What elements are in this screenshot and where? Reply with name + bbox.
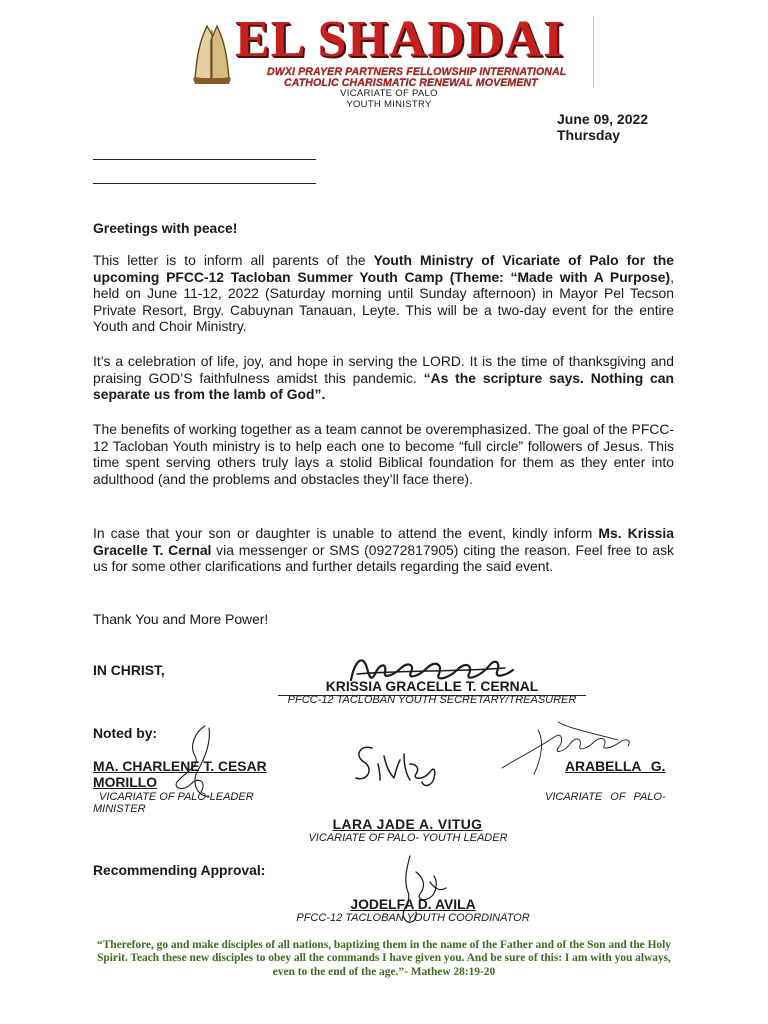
p1-run-1: Youth Ministry of Vicariate of Palo for the upcoming PFCC-12 Tacloban Summer Youth Camp (Theme: “Made with A Purpose): [93, 252, 674, 285]
p1-run-2: , held on June 11-12, 2022 (Saturday morning until Sunday afternoon) in Mayor Pel Tecson Private Resort, Brgy. Cabuynan Tanauan, Leyte. This will be a two-day event for the entire Youth and Choir Ministry.: [93, 268, 674, 335]
recommending-approval-label: Recommending Approval:: [93, 862, 266, 878]
p2-run-0: It’s a celebration of life, joy, and hope in serving the LORD. It is the time of thanksgiving and praising GOD’S faithfulness amidst this pandemic.: [93, 353, 674, 386]
p3-run-0: The benefits of working together as a team cannot be overemphasized. The goal of the PFCC-12 Tacloban Youth ministry is to help each one to become “full circle” followers of Jesus. This time spent serving others truly lays a stolid Biblical foundation for them as they enter into adulthood (and the problems and obstacles they’ll face there).: [93, 421, 674, 487]
logo-title: EL SHADDAI: [235, 11, 565, 68]
arabella-title: VICARIATE OF PALO-: [545, 791, 666, 803]
greeting: Greetings with peace!: [93, 220, 238, 236]
cesar-name-line1: MA. CHARLENE T. CESAR: [93, 758, 267, 774]
vitug-signature: [350, 742, 445, 790]
closing-line: Thank You and More Power!: [93, 611, 269, 627]
in-christ-label: IN CHRIST,: [93, 662, 165, 678]
p2-run-1: “As the scripture says. Nothing can separate us from the lamb of God”.: [93, 369, 674, 403]
recipient-blank-line: [93, 159, 316, 160]
p1-run-0: This letter is to inform all parents of the: [93, 252, 374, 268]
day-value: Thursday: [557, 127, 621, 143]
logo-subtitle-fellowship: DWXI PRAYER PARTNERS FELLOWSHIP INTERNATIONAL: [267, 66, 567, 78]
p4-run-1: Ms. Krissia Gracelle T. Cernal: [93, 525, 674, 558]
avila-title: PFCC-12 TACLOBAN YOUTH COORDINATOR: [296, 912, 530, 924]
cesar-name-line2: MORILLO: [93, 774, 158, 790]
noted-by-label: Noted by:: [93, 725, 158, 741]
cernal-title: PFCC-12 TACLOBAN YOUTH SECRETARY/TREASURER: [287, 694, 577, 706]
praying-hands-icon: [185, 20, 239, 84]
header-ministry: YOUTH MINISTRY: [346, 99, 432, 110]
cesar-title-line1: VICARIATE OF PALO-LEADER: [99, 791, 254, 803]
p4-run-0: In case that your son or daughter is unable to attend the event, kindly inform: [93, 525, 599, 541]
header-vicariate: VICARIATE OF PALO: [340, 88, 438, 99]
letter-date: [557, 111, 648, 143]
paragraph-3: [93, 421, 674, 487]
p4-run-2: via messenger or SMS (09272817905) citing the reason. Feel free to ask us for some other clarifications and further details regarding the said event.: [93, 541, 674, 575]
arabella-name: ARABELLA G.: [565, 758, 666, 774]
avila-name: JODELFA D. AVILA: [350, 896, 476, 912]
footer-bible-verse: “Therefore, go and make disciples of all nations, baptizing them in the name of the Father and of the Son and the Holy Spirit. Teach these new disciples to obey all the commands I have given you. And be sure of this: I am with you always, even to the end of the age.”- Mathew 28:19-20: [97, 939, 671, 978]
lara-name: LARA JADE A. VITUG: [332, 816, 483, 832]
cesar-title-line2: MINISTER: [93, 803, 146, 815]
paragraph-1: [93, 252, 674, 335]
lara-title: VICARIATE OF PALO- YOUTH LEADER: [308, 832, 508, 844]
cernal-name: KRISSIA GRACELLE T. CERNAL: [278, 678, 586, 696]
recipient-blank-line: [93, 183, 316, 184]
el-shaddai-logo: [183, 11, 594, 89]
date-value: June 09, 2022: [557, 111, 649, 127]
paragraph-4: [93, 525, 674, 575]
logo-subtitle-movement: CATHOLIC CHARISMATIC RENEWAL MOVEMENT: [284, 77, 538, 89]
paragraph-2: [93, 353, 674, 403]
